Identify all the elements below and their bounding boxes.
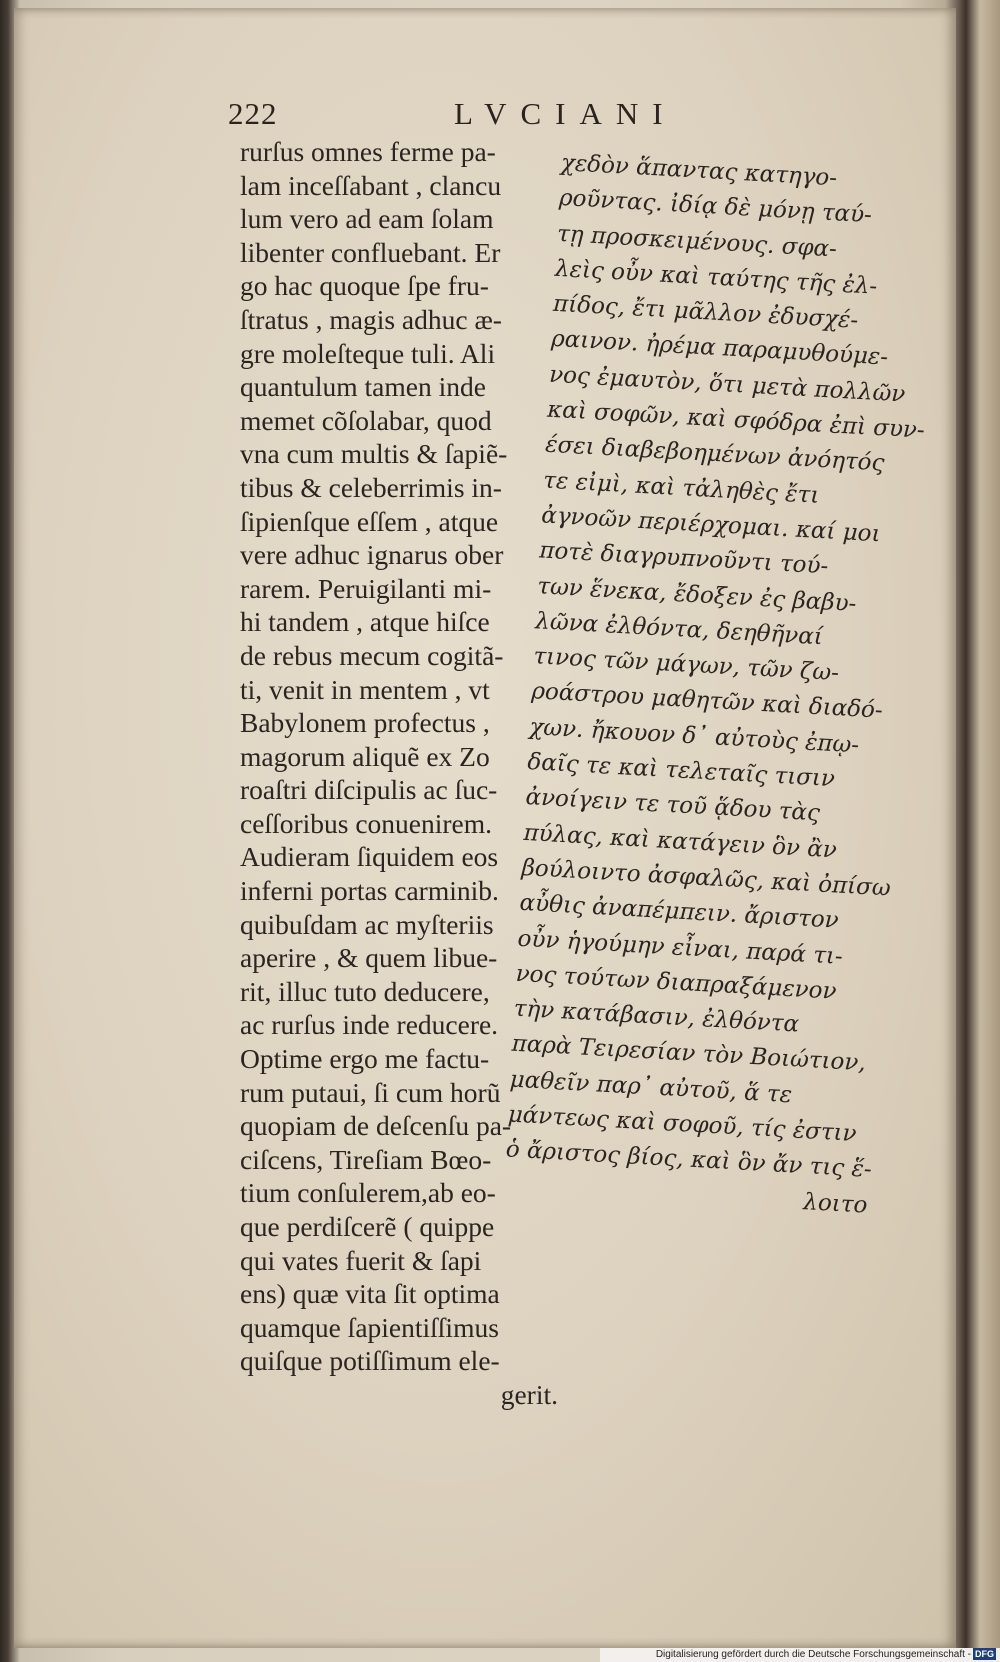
greek-text-line: έσει διαβεβοημένων ἀνόητός bbox=[544, 431, 886, 477]
latin-text-line: ciſcens, Tireſiam Bœo- bbox=[240, 1143, 492, 1175]
greek-text-line: νος τούτων διαπραξάμενον bbox=[515, 960, 838, 1005]
greek-column bbox=[503, 146, 926, 1223]
latin-text-line: memet cõſolabar, quod bbox=[240, 404, 492, 436]
greek-text-line: αὖθις ἀναπέμπειν. ἄριστον bbox=[518, 890, 840, 934]
greek-text-line: ραινον. ἠρέμα παραμυθούμε- bbox=[550, 326, 889, 371]
greek-text-line: τὴν κατάβασιν, ἐλθόντα bbox=[513, 995, 800, 1038]
latin-text-line: quopiam de deſcenſu pa- bbox=[240, 1110, 512, 1142]
digitization-footer bbox=[600, 1648, 1000, 1662]
dfg-logo: DFG bbox=[975, 1649, 994, 1659]
latin-text-line: tibus & celeberrimis in- bbox=[240, 471, 502, 503]
latin-text-line: ceſſoribus conuenirem. bbox=[240, 807, 492, 839]
latin-text-line: gre moleſteque tuli. Ali bbox=[240, 337, 496, 369]
greek-text-line: χεδὸν ἅπαντας κατηγο- bbox=[560, 149, 838, 192]
latin-text-line: roaſtri diſcipulis ac ſuc- bbox=[240, 774, 498, 806]
latin-text-line: rit, illuc tuto deducere, bbox=[240, 975, 490, 1007]
greek-text-line: λοιτο bbox=[802, 1188, 869, 1219]
latin-text-line: aperire , & quem libue- bbox=[240, 942, 498, 974]
latin-text-line: rurſus omnes ferme pa- bbox=[240, 136, 496, 167]
latin-text-line: quibuſdam ac myſteriis bbox=[240, 908, 494, 940]
greek-text-line: χων. ἤκουον δ᾽ αὐτοὺς ἐπῳ- bbox=[528, 713, 860, 759]
greek-text-line: τινος τῶν μάγων, τῶν ζω- bbox=[532, 643, 840, 687]
latin-text-line: quamque ſapientiſſimus bbox=[240, 1311, 499, 1343]
latin-text-line: Babylonem profectus , bbox=[240, 707, 490, 739]
greek-text-line: ροάστρου μαθητῶν καὶ διαδό- bbox=[530, 678, 884, 725]
greek-text-line: μαθεῖν παρ᾽ αὐτοῦ, ἅ τε bbox=[509, 1066, 793, 1109]
latin-text-line: hi tandem , atque hiſce bbox=[240, 606, 490, 638]
greek-text-line: οὖν ἡγούμην εἶναι, παρά τι- bbox=[516, 925, 844, 970]
greek-text-line: λῶνα ἐλθόντα, δεηθῆναί bbox=[534, 608, 824, 651]
latin-text-line: lam inceſſabant , clancu bbox=[240, 169, 502, 201]
latin-text-line: ſtratus , magis adhuc æ- bbox=[240, 303, 502, 335]
latin-text-line: ac rurſus inde reducere. bbox=[240, 1009, 499, 1041]
greek-text-line: μάντεως καὶ σοφοῦ, τίς ἐστιν bbox=[507, 1101, 858, 1147]
latin-column bbox=[240, 135, 570, 1412]
latin-text-line: magorum aliquẽ ex Zo bbox=[240, 740, 490, 772]
latin-text-line: gerit. bbox=[500, 1378, 558, 1410]
latin-text-line: que perdiſcerẽ ( quippe bbox=[240, 1211, 495, 1242]
latin-text-line: qui vates fuerit & ſapi bbox=[240, 1244, 482, 1276]
greek-text-line: καὶ σοφῶν, καὶ σφόδρα ἐπὶ συν- bbox=[546, 396, 926, 444]
latin-text-line: vere adhuc ignarus ober bbox=[240, 539, 504, 571]
latin-text-line: go hac quoque ſpe fru- bbox=[240, 270, 489, 302]
greek-text-line: δαῖς τε καὶ τελεταῖς τισιν bbox=[526, 749, 836, 793]
running-head: LVCIANI bbox=[454, 96, 677, 131]
greek-text-line: ἀγνοῶν περιέρχομαι. καί μοι bbox=[540, 502, 882, 548]
greek-text-line: πύλας, καὶ κατάγειν ὃν ἂν bbox=[522, 819, 838, 864]
page-header bbox=[228, 96, 768, 136]
greek-text-line: πίδος, ἔτι μᾶλλον ἐδυσχέ- bbox=[552, 290, 859, 334]
latin-text-line: rum putaui, ſi cum horũ bbox=[240, 1076, 501, 1108]
greek-text-line: τῃ προσκειμένους. σφα- bbox=[556, 220, 838, 263]
greek-text-line: λεὶς οὖν καὶ ταύτης τῆς ἐλ- bbox=[554, 255, 878, 300]
latin-text-line: Audieram ſiquidem eos bbox=[240, 841, 499, 873]
greek-text-line: ποτὲ διαγρυπνοῦντι τού- bbox=[538, 537, 829, 580]
greek-text-line: ροῦντας. ἰδίᾳ δὲ μόνῃ ταύ- bbox=[558, 185, 873, 229]
latin-text-line: lum vero ad eam ſolam bbox=[240, 203, 494, 235]
page-number: 222 bbox=[228, 96, 278, 131]
footer-text: Digitalisierung gefördert durch die Deutsche Forschungsgemeinschaft - bbox=[655, 1649, 971, 1660]
latin-text-line: libenter confluebant. Er bbox=[240, 236, 501, 268]
book-page bbox=[14, 8, 956, 1648]
latin-text-line: ens) quæ vita ſit optima bbox=[240, 1278, 500, 1310]
latin-text-line: ti, venit in mentem , vt bbox=[240, 673, 490, 705]
latin-text-line: tium conſulerem,ab eo- bbox=[240, 1177, 496, 1209]
greek-text-line: ἀνοίγειν τε τοῦ ᾅδου τὰς bbox=[524, 784, 821, 827]
greek-text-line: βούλοιντο ἀσφαλῶς, καὶ ὀπίσω bbox=[520, 854, 892, 902]
greek-text-line: τε εἰμὶ, καὶ τἀληθὲς ἔτι bbox=[542, 467, 820, 509]
latin-text-line: ſipienſque eſſem , atque bbox=[240, 505, 499, 537]
latin-text-line: quiſque potiſſimum ele- bbox=[240, 1345, 500, 1377]
latin-text-line: Optime ergo me factu- bbox=[240, 1043, 490, 1075]
latin-text-line: de rebus mecum cogitã- bbox=[240, 639, 504, 671]
greek-text-line: ὁ ἄριστος βίος, καὶ ὃν ἄν τις ἕ- bbox=[505, 1136, 873, 1184]
latin-text-line: vna cum multis & ſapiẽ- bbox=[240, 438, 508, 470]
greek-text-line: των ἕνεκα, ἔδοξεν ἐς βαβυ- bbox=[536, 572, 858, 617]
latin-text-line: inferni portas carminib. bbox=[240, 875, 499, 907]
latin-text-line: quantulum tamen inde bbox=[240, 371, 486, 403]
greek-text-line: παρὰ Τειρεσίαν τὸν Βοιώτιον, bbox=[511, 1031, 867, 1077]
latin-text-line: rarem. Peruigilanti mi- bbox=[240, 572, 492, 604]
greek-text-line: νος ἐμαυτὸν, ὅτι μετὰ πολλῶν bbox=[548, 361, 907, 408]
